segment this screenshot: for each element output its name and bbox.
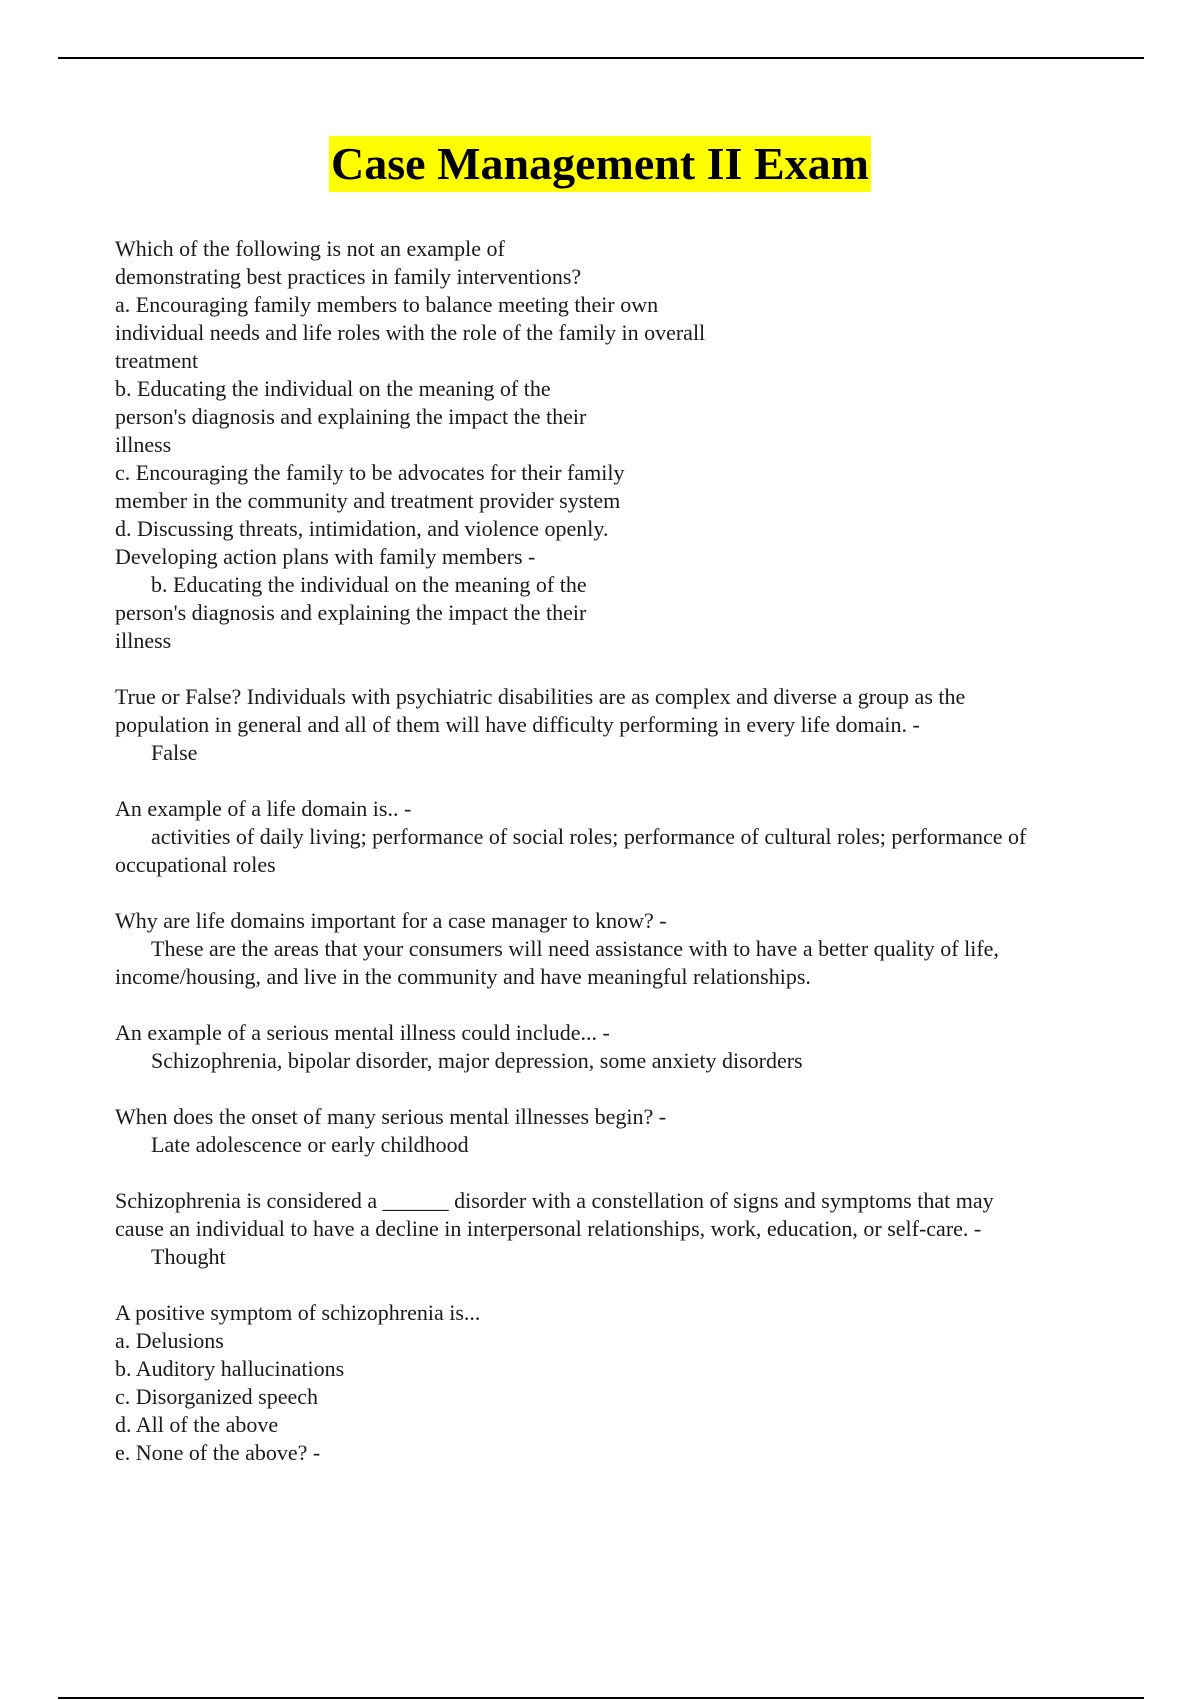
question-block-8 xyxy=(115,1299,1115,1467)
question-line: Schizophrenia is considered a ______ disorder with a constellation of signs and symptoms that may xyxy=(115,1188,994,1213)
question-block-4 xyxy=(115,907,1115,991)
document-title: Case Management II Exam xyxy=(329,136,871,192)
top-rule xyxy=(58,57,1144,59)
option-line: a. Delusions xyxy=(115,1328,224,1353)
question-block-3 xyxy=(115,795,1115,879)
bottom-rule xyxy=(58,1697,1144,1699)
option-line: c. Encouraging the family to be advocates for their family xyxy=(115,460,625,485)
answer-line: Thought xyxy=(151,1244,226,1269)
question-line: When does the onset of many serious mental illnesses begin? - xyxy=(115,1104,667,1129)
question-block-1 xyxy=(115,235,1115,655)
question-line: A positive symptom of schizophrenia is... xyxy=(115,1300,481,1325)
title-wrapper xyxy=(0,136,1200,192)
question-line: True or False? Individuals with psychiatric disabilities are as complex and diverse a group as the xyxy=(115,684,966,709)
question-block-2 xyxy=(115,683,1115,767)
question-line: population in general and all of them will have difficulty performing in every life domain. - xyxy=(115,712,920,737)
answer-line: Schizophrenia, bipolar disorder, major depression, some anxiety disorders xyxy=(151,1048,803,1073)
answer-line: b. Educating the individual on the meaning of the xyxy=(151,572,587,597)
option-line: c. Disorganized speech xyxy=(115,1384,319,1409)
option-line: b. Educating the individual on the meaning of the xyxy=(115,376,551,401)
answer-line: activities of daily living; performance of social roles; performance of cultural roles; performance of xyxy=(151,824,1027,849)
option-line: treatment xyxy=(115,348,199,373)
answer-line: income/housing, and live in the community and have meaningful relationships. xyxy=(115,964,811,989)
option-line: d. Discussing threats, intimidation, and violence openly. xyxy=(115,516,609,541)
question-line: An example of a serious mental illness could include... - xyxy=(115,1020,610,1045)
answer-line: illness xyxy=(115,628,172,653)
option-line: b. Auditory hallucinations xyxy=(115,1356,345,1381)
option-line: person's diagnosis and explaining the impact the their xyxy=(115,404,587,429)
option-line: Developing action plans with family members - xyxy=(115,544,536,569)
option-line: individual needs and life roles with the role of the family in overall xyxy=(115,320,706,345)
question-block-5 xyxy=(115,1019,1115,1075)
option-line: member in the community and treatment provider system xyxy=(115,488,621,513)
question-line: Why are life domains important for a case manager to know? - xyxy=(115,908,667,933)
option-line: d. All of the above xyxy=(115,1412,279,1437)
question-line: cause an individual to have a decline in interpersonal relationships, work, education, or self-care. - xyxy=(115,1216,982,1241)
question-block-6 xyxy=(115,1103,1115,1159)
option-line: illness xyxy=(115,432,172,457)
option-line: e. None of the above? - xyxy=(115,1440,321,1465)
answer-line: person's diagnosis and explaining the impact the their xyxy=(115,600,587,625)
question-line: demonstrating best practices in family interventions? xyxy=(115,264,582,289)
question-line: An example of a life domain is.. - xyxy=(115,796,412,821)
question-block-7 xyxy=(115,1187,1115,1271)
answer-line: These are the areas that your consumers will need assistance with to have a better quality of life, xyxy=(151,936,999,961)
answer-line: occupational roles xyxy=(115,852,276,877)
document-body xyxy=(115,235,1115,1495)
question-line: Which of the following is not an example of xyxy=(115,236,505,261)
option-line: a. Encouraging family members to balance meeting their own xyxy=(115,292,659,317)
answer-line: Late adolescence or early childhood xyxy=(151,1132,469,1157)
answer-line: False xyxy=(151,740,198,765)
